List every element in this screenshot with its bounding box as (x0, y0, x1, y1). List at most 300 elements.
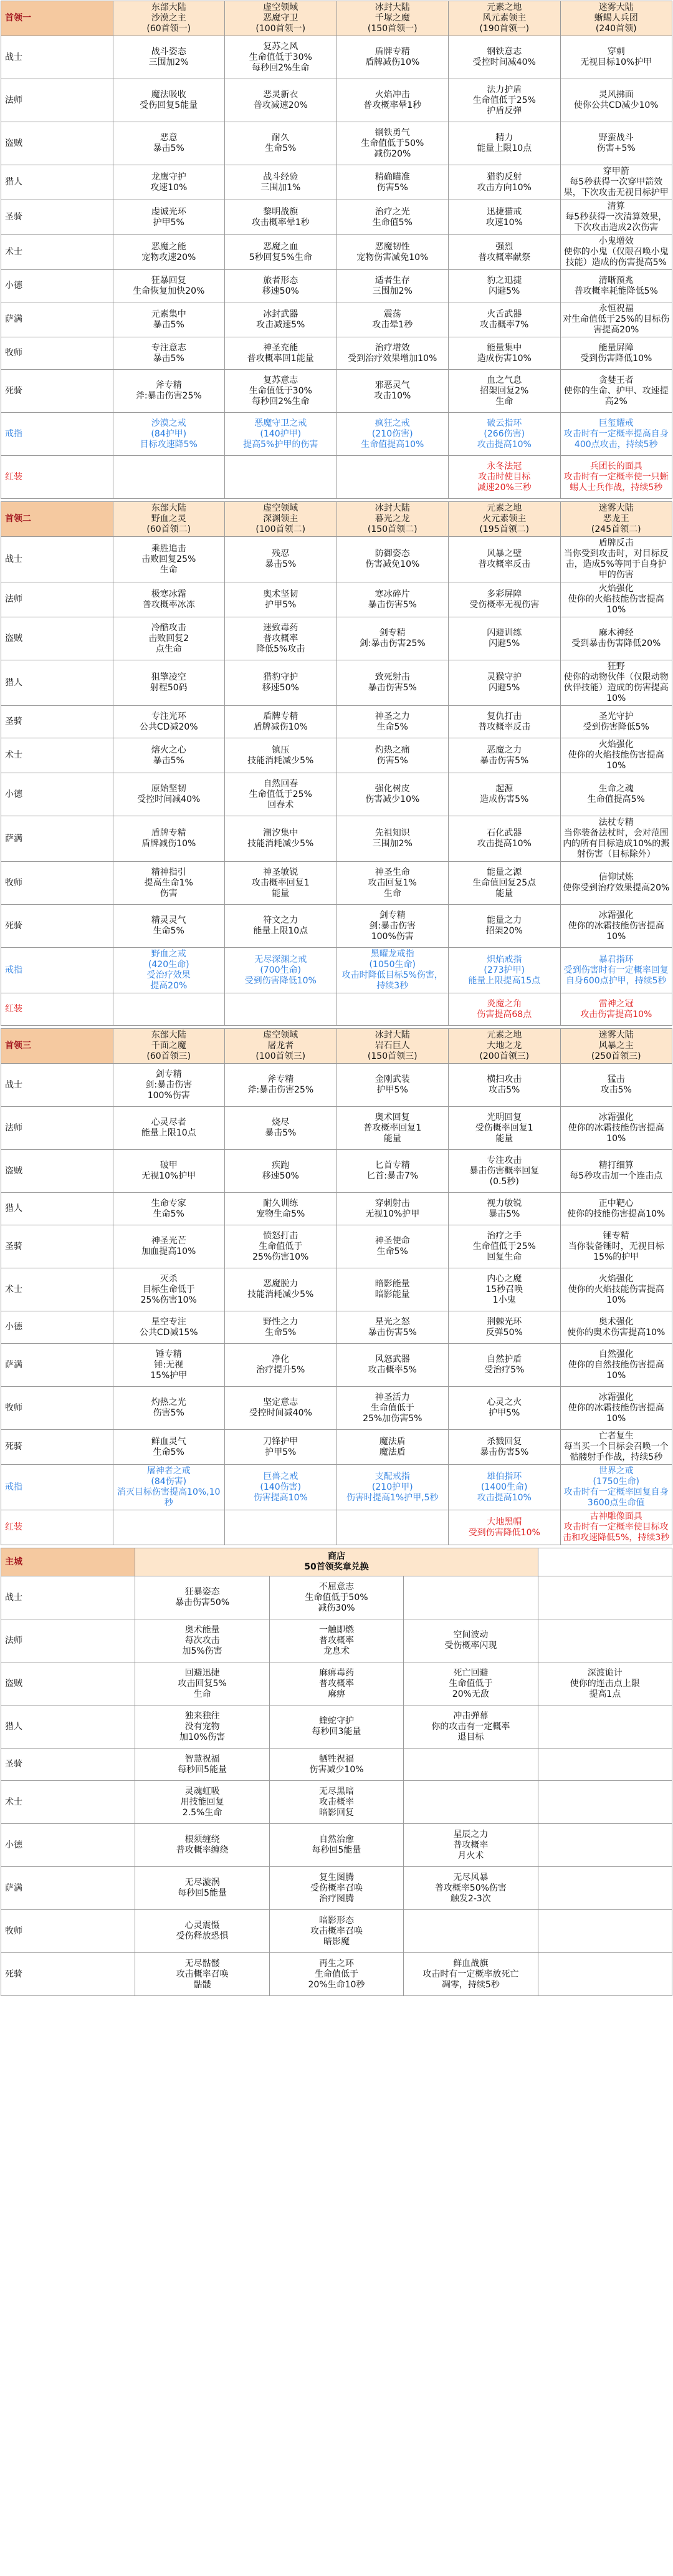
talent-cell (560, 1510, 672, 1545)
cell-title: 镇压 (272, 745, 290, 755)
cell-title: 奥术回复 (375, 1112, 410, 1122)
talent-cell (225, 1268, 337, 1311)
cell-title: 魔法吸收 (151, 90, 186, 100)
talent-cell (336, 1430, 449, 1465)
cell-line: 龙息术 (323, 1646, 350, 1656)
shop-item-cell (135, 1867, 269, 1910)
shop-item-cell (538, 1749, 672, 1781)
cell-line: 生命值提高10% (361, 439, 424, 450)
cell-line: 退目标 (457, 1732, 484, 1742)
shop-title-line1: 商店 (327, 1551, 345, 1561)
cell-line: (84护甲) (151, 428, 187, 439)
cell-line: 普攻概率回复1 (363, 1122, 422, 1133)
talent-cell (225, 270, 337, 302)
cell-line: 提高1点 (589, 1689, 621, 1699)
talent-cell (336, 79, 449, 122)
shop-item-cell (538, 1619, 672, 1662)
talent-cell (449, 1268, 561, 1311)
talent-cell (225, 1311, 337, 1344)
class-name: 红装 (1, 1510, 113, 1545)
talent-cell (225, 413, 337, 456)
class-name: 红装 (1, 993, 113, 1026)
cell-line: 伤害减免10% (365, 559, 420, 569)
talent-cell (560, 413, 672, 456)
cell-line: 能量 (495, 1133, 513, 1144)
cell-title: 斧专精 (155, 380, 182, 390)
shop-item-cell (404, 1910, 538, 1953)
cell-title: 盾牌反击 (598, 538, 634, 548)
talent-cell (113, 905, 225, 948)
talent-cell (336, 773, 449, 816)
boss-header-line2: 大地之龙 (487, 1041, 522, 1051)
talent-cell (225, 582, 337, 617)
cell-line: (1050生命) (369, 960, 416, 970)
class-name: 术士 (1, 1781, 135, 1824)
cell-line: 目标攻速降5% (140, 439, 198, 450)
talent-cell (113, 617, 225, 660)
cell-title: 适者生存 (375, 275, 410, 286)
cell-line: 攻击概率5% (368, 1365, 417, 1375)
cell-title: 恶魔之力 (487, 745, 522, 755)
cell-line: 回春术 (267, 799, 294, 810)
cell-line: 三围加1% (260, 182, 301, 193)
cell-line: 射程50码 (150, 683, 188, 693)
boss-header-line3: (150首领二) (367, 524, 418, 534)
talent-cell (336, 1510, 449, 1545)
talent-cell (336, 200, 449, 235)
talent-cell (336, 1387, 449, 1430)
cell-line: 普攻概率反击 (478, 721, 531, 732)
talent-cell (449, 582, 561, 617)
cell-title: 炽焰戒指 (487, 954, 522, 965)
boss-header-line2: 恶龙王 (603, 514, 629, 524)
talent-cell (560, 1430, 672, 1465)
cell-line: 生命 (383, 888, 401, 899)
cell-line: 闪避5% (489, 286, 520, 296)
talent-cell (225, 738, 337, 773)
class-name: 圣骑 (1, 1225, 113, 1268)
cell-title: 黎明战旗 (263, 206, 298, 217)
cell-line: 剑:暴击伤害25% (359, 639, 426, 649)
cell-line: 护盾反弹 (487, 105, 522, 116)
talent-cell (225, 200, 337, 235)
cell-line: 生命值5% (372, 217, 413, 228)
shop-class-row (1, 1910, 672, 1953)
cell-title: 心灵尽者 (151, 1117, 186, 1127)
talent-cell (336, 370, 449, 413)
cell-title: 生命专家 (151, 1198, 186, 1208)
cell-line: 使你的火焰技能伤害提高10% (568, 750, 664, 771)
cell-title: 灼热之光 (151, 1397, 186, 1407)
cell-line: 15秒召唤 (485, 1284, 523, 1295)
boss-header-line3: (100首领二) (255, 524, 306, 534)
talent-cell (113, 862, 225, 905)
cell-line: 生命5% (153, 1208, 184, 1219)
cell-title: 神圣生命 (375, 867, 410, 877)
cell-title: 精神指引 (151, 867, 186, 877)
cell-title: 自然治愈 (318, 1835, 354, 1845)
class-row (1, 200, 672, 235)
talent-cell (225, 773, 337, 816)
talent-cell (225, 617, 337, 660)
cell-title: 蝰蛇守护 (318, 1716, 354, 1726)
cell-line: 攻击回复5% (178, 1678, 227, 1689)
talent-cell (225, 370, 337, 413)
cell-title: 锤专精 (155, 1349, 182, 1359)
cell-title: 炎魔之角 (487, 998, 522, 1009)
talent-cell (449, 165, 561, 200)
cell-line: 移速50% (262, 286, 299, 296)
cell-line: 5秒回复5%生命 (249, 252, 312, 263)
cell-title: 钢铁意志 (487, 47, 522, 57)
shop-item-cell (538, 1662, 672, 1705)
talent-cell (560, 862, 672, 905)
cell-title: 精确瞄准 (375, 171, 410, 182)
cell-line: 伤害提高10% (253, 1492, 308, 1503)
cell-title: 恶魔之能 (151, 241, 186, 252)
boss-header-line3: (60首领一) (146, 24, 191, 34)
shop-item-cell (269, 1749, 403, 1781)
shop-item-cell (269, 1662, 403, 1705)
cell-title: 猎豹反射 (487, 171, 522, 182)
cell-title: 迷致毒药 (263, 622, 298, 633)
talent-cell (560, 235, 672, 270)
cell-line: 生命5% (265, 1327, 297, 1338)
cell-line: 你的攻击有一定概率 (431, 1721, 510, 1732)
talent-cell (449, 993, 561, 1026)
boss-header (449, 1, 561, 36)
shop-class-row (1, 1619, 672, 1662)
shop-class-row (1, 1781, 672, 1824)
boss-section-table (1, 1028, 672, 1545)
cell-line: 攻击时有一定概率使目标攻击和攻速降低5%，持续3秒 (563, 1522, 670, 1543)
talent-cell (225, 1225, 337, 1268)
boss-header-row (1, 1, 672, 36)
cell-line: 使你的奥术伤害提高10% (567, 1327, 666, 1338)
boss-header-row (1, 1029, 672, 1064)
cell-title: 视力敏锐 (487, 1198, 522, 1208)
cell-line: 普攻概率晕1秒 (363, 100, 422, 110)
cell-line: 伤害5% (376, 755, 408, 766)
talent-cell (449, 1465, 561, 1510)
talent-cell (336, 337, 449, 370)
shop-item-cell (269, 1576, 403, 1619)
cell-title: 冰封武器 (263, 309, 298, 319)
cell-line: 使你的火焰技能伤害提高10% (568, 594, 664, 615)
talent-cell (449, 862, 561, 905)
cell-line: 没有宠物 (184, 1721, 220, 1732)
shop-item-cell (269, 1867, 403, 1910)
cell-title: 恶魔韧性 (375, 241, 410, 252)
cell-title: 自然回春 (263, 778, 298, 789)
cell-line: 盾牌减伤10% (141, 839, 196, 849)
cell-title: 锤专精 (603, 1230, 629, 1241)
class-row (1, 122, 672, 165)
section-label: 首领一 (1, 1, 113, 36)
cell-line: 伤害 (160, 888, 178, 899)
cell-title: 自然护盾 (487, 1354, 522, 1364)
boss-header-line2: 野血之灵 (151, 514, 186, 524)
cell-title: 心灵之火 (487, 1397, 522, 1407)
talent-cell (113, 1107, 225, 1150)
cell-title: 多彩屏障 (487, 589, 522, 599)
talent-cell (336, 235, 449, 270)
boss-header-line2: 恶魔守卫 (263, 13, 298, 23)
talent-cell (560, 706, 672, 738)
shop-item-cell (269, 1824, 403, 1867)
cell-line: 每当买一个目标会召唤一个骷髅射手作战，持续5秒 (563, 1442, 669, 1462)
cell-line: 减速20%三秒 (477, 482, 532, 493)
shop-item-cell (538, 1824, 672, 1867)
cell-line: 生命值低于30% (249, 52, 312, 62)
cell-title: 坚定意志 (263, 1397, 298, 1407)
cell-line: 普攻概率50%伤害 (434, 1883, 507, 1893)
cell-title: 豹之迅捷 (487, 275, 522, 286)
shop-item-cell (404, 1953, 538, 1996)
talent-cell (113, 302, 225, 337)
cell-line: 受到暴击伤害降低20% (571, 639, 661, 649)
cell-line: 击败回复25% (141, 554, 196, 564)
cell-title: 光明回复 (487, 1112, 522, 1122)
class-name: 盗贼 (1, 1662, 135, 1705)
cell-title: 潮汐集中 (263, 828, 298, 838)
cell-line: 攻击时有一定概率回复自身3600点生命值 (563, 1487, 669, 1508)
cell-title: 不屈意志 (318, 1581, 354, 1592)
talent-cell (336, 948, 449, 993)
cell-title: 狂暴姿态 (184, 1587, 220, 1597)
class-name: 戒指 (1, 1465, 113, 1510)
cell-line: 暴击伤害5% (368, 1327, 417, 1338)
cell-title: 小鬼增效 (598, 236, 634, 246)
cell-line: 麻痹 (327, 1689, 345, 1699)
cell-line: 每秒回5能量 (312, 1845, 361, 1855)
shop-header-row (1, 1548, 672, 1576)
talent-cell (449, 270, 561, 302)
class-row (1, 660, 672, 706)
cell-line: 能量上限10点 (253, 926, 308, 936)
shop-class-row (1, 1867, 672, 1910)
cell-title: 虔诚光环 (151, 206, 186, 217)
class-name: 战士 (1, 537, 113, 582)
talent-cell (225, 337, 337, 370)
cell-line: 每秒回5能量 (178, 1888, 227, 1898)
talent-cell (225, 1193, 337, 1225)
cell-line: 攻击10% (374, 391, 411, 401)
talent-cell (449, 948, 561, 993)
cell-title: 雄伯指环 (487, 1471, 522, 1482)
cell-title: 能量集中 (487, 342, 522, 353)
cell-line: 技能消耗减少5% (247, 839, 314, 849)
boss-header-line3: (100首领三) (255, 1051, 306, 1061)
boss-header-line3: (60首领三) (146, 1051, 191, 1061)
shop-item-cell (404, 1576, 538, 1619)
shop-title-line2: 50首领奖章兑换 (304, 1562, 369, 1572)
class-row (1, 370, 672, 413)
boss-header-line1: 冰封大陆 (375, 2, 410, 12)
cell-line: 受治疗5% (484, 1365, 525, 1375)
boss-header-line1: 冰封大陆 (375, 1030, 410, 1040)
cell-line: 暴击5% (153, 143, 184, 153)
cell-line: 使你的技能伤害提高10% (567, 1208, 666, 1219)
talent-cell (113, 1225, 225, 1268)
cell-line: 暴击5% (489, 1208, 520, 1219)
class-name: 盗贼 (1, 122, 113, 165)
cell-title: 信仰试炼 (598, 872, 634, 882)
cell-title: 复苏意志 (263, 375, 298, 385)
cell-title: 火焰强化 (598, 584, 634, 594)
talent-cell (113, 738, 225, 773)
cell-title: 猛击 (607, 1074, 625, 1084)
boss-section-table (1, 501, 672, 1026)
shop-item-cell (135, 1576, 269, 1619)
cell-line: 每秒回5能量 (178, 1764, 227, 1775)
cell-line: 每5秒获得一次清算效果，下次攻击造成2次伤害 (565, 212, 667, 233)
cell-title: 致死射击 (375, 672, 410, 682)
cell-line: 生命 (495, 396, 513, 407)
cell-line: 无视10%护甲 (141, 1171, 196, 1181)
talent-cell (336, 302, 449, 337)
boss-header-line1: 元素之地 (487, 1030, 522, 1040)
class-row (1, 948, 672, 993)
cell-line: 生命5% (153, 1447, 184, 1457)
cell-line: 攻速10% (485, 217, 523, 228)
cell-title: 破甲 (160, 1160, 178, 1170)
cell-line: 受伤概率闪现 (444, 1641, 497, 1651)
cell-title: 冰霜强化 (598, 1112, 634, 1122)
talent-cell (113, 1465, 225, 1510)
class-name: 战士 (1, 1064, 113, 1107)
talent-cell (449, 617, 561, 660)
shop-item-cell (135, 1824, 269, 1867)
talent-cell (113, 993, 225, 1026)
cell-line: 能量上限10点 (477, 143, 532, 153)
cell-line: 生命值回复25点 (472, 877, 537, 888)
shop-item-cell (135, 1910, 269, 1953)
cell-title: 熔火之心 (151, 745, 186, 755)
cell-line: 攻击概率晕1秒 (251, 217, 310, 228)
cell-title: 精力 (495, 133, 513, 143)
cell-line: 骷髅 (193, 1979, 211, 1990)
shop-item-cell (404, 1749, 538, 1781)
cell-title: 支配戒指 (375, 1471, 410, 1482)
cell-line: 攻击伤害提高10% (580, 1009, 652, 1020)
cell-line: 受伤概率召唤 (310, 1883, 363, 1893)
talent-cell (560, 1193, 672, 1225)
cell-line: 普攻概率反击 (478, 559, 531, 569)
talent-cell (225, 165, 337, 200)
class-name: 红装 (1, 456, 113, 499)
boss-header-line2: 千塚之魔 (375, 13, 410, 23)
talent-cell (113, 1387, 225, 1430)
class-name: 猎人 (1, 1193, 113, 1225)
cell-line: 击败回复2 (148, 633, 189, 644)
talent-cell (113, 948, 225, 993)
cell-line: 生命5% (153, 926, 184, 936)
boss-header-line2: 风元素领主 (482, 13, 527, 23)
cell-title: 无尽骷髅 (184, 1958, 220, 1969)
shop-item-cell (404, 1619, 538, 1662)
cell-line: 暴击5% (265, 1128, 297, 1138)
cell-line: 攻击概率召唤 (176, 1969, 229, 1979)
cell-title: 星辰之力 (453, 1829, 489, 1840)
cell-line: 斧:暴击伤害25% (247, 1085, 314, 1095)
cell-line: 当你装备法杖时，会对范围内的所有目标造成10%的溅射伤害（目标除外） (563, 828, 670, 859)
cell-title: 清晰预兆 (598, 275, 634, 286)
class-name: 死骑 (1, 1430, 113, 1465)
talent-cell (225, 1344, 337, 1387)
cell-line: 受控时间减40% (137, 794, 201, 804)
cell-title: 复仇打击 (487, 711, 522, 721)
boss-header-line3: (100首领一) (255, 24, 306, 34)
cell-line: 攻击回复1% (368, 877, 417, 888)
cell-line: 攻击时使目标 (478, 471, 531, 482)
cell-line: 减伤30% (318, 1603, 355, 1613)
cell-line: 生命5% (265, 143, 297, 153)
cell-line: 生命值低于 (449, 1678, 493, 1689)
cell-title: 神圣之力 (375, 711, 410, 721)
cell-title: 一触即燃 (318, 1624, 354, 1635)
class-name: 戒指 (1, 413, 113, 456)
boss-header-row (1, 502, 672, 537)
talent-cell (560, 270, 672, 302)
cell-line: 宠物生命5% (256, 1208, 305, 1219)
cell-title: 野性之力 (263, 1316, 298, 1327)
talent-cell (113, 79, 225, 122)
talent-cell (113, 1268, 225, 1311)
class-row (1, 165, 672, 200)
cell-title: 精打细算 (598, 1160, 634, 1170)
cell-title: 专注意志 (151, 342, 186, 353)
cell-line: 暗影回复 (318, 1807, 354, 1818)
talent-cell (560, 905, 672, 948)
class-row (1, 1387, 672, 1430)
cell-title: 金刚武装 (375, 1074, 410, 1084)
talent-cell (336, 456, 449, 499)
talent-cell (113, 1344, 225, 1387)
class-row (1, 905, 672, 948)
class-name: 盗贼 (1, 1150, 113, 1193)
cell-line: 暴击伤害50% (175, 1598, 230, 1608)
section-label: 首领二 (1, 502, 113, 537)
cell-line: 减伤20% (374, 148, 411, 159)
cell-line: 治疗图腾 (318, 1893, 354, 1904)
cell-title: 原始坚韧 (151, 784, 186, 794)
cell-line: 受到伤害降低5% (583, 721, 649, 732)
cell-line: (273护甲) (484, 965, 525, 975)
cell-line: 每5秒攻击加一个连击点 (570, 1171, 663, 1181)
boss-header-line1: 东部大陆 (151, 1030, 186, 1040)
cell-line: 攻击概率召唤 (310, 1926, 363, 1936)
class-row (1, 582, 672, 617)
talent-cell (225, 1465, 337, 1510)
talent-cell (560, 1387, 672, 1430)
cell-title: 火焰冲击 (375, 90, 410, 100)
talent-cell (449, 1225, 561, 1268)
boss-header-line2: 风暴之主 (598, 1041, 634, 1051)
boss-header (449, 1029, 561, 1064)
boss-header-line2: 暮光之龙 (375, 514, 410, 524)
shop-item-cell (135, 1705, 269, 1749)
cell-line: 生命值提高5% (587, 794, 645, 804)
boss-header (336, 502, 449, 537)
shop-item-cell (135, 1953, 269, 1996)
cell-line: 伤害5% (376, 182, 408, 193)
cell-line: 受到伤害降低10% (580, 353, 652, 364)
talent-cell (113, 816, 225, 862)
class-row (1, 706, 672, 738)
talent-cell (336, 706, 449, 738)
class-name: 牧师 (1, 1910, 135, 1953)
